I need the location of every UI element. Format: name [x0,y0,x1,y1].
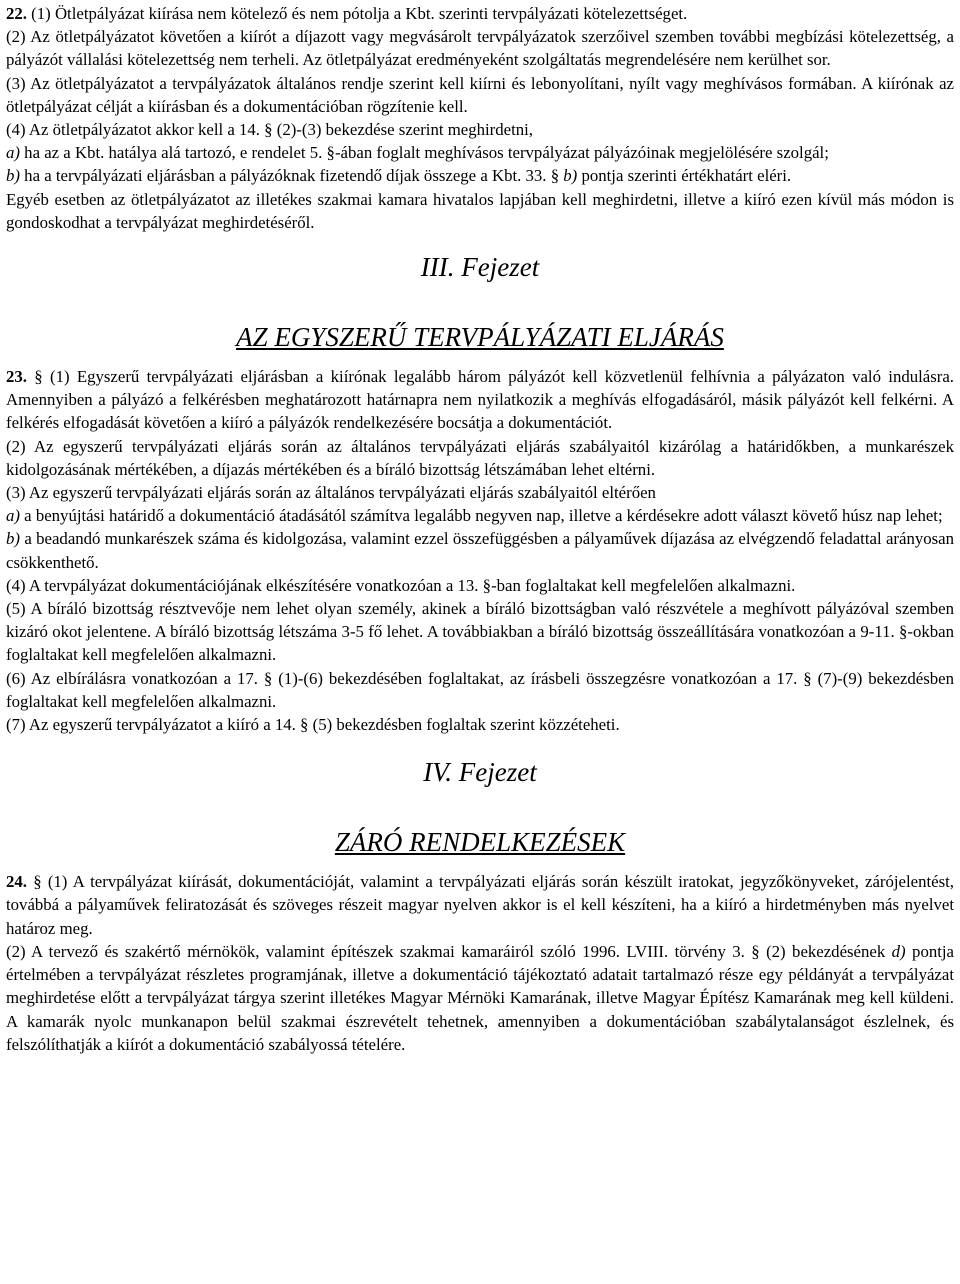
chapter-3-number: III. Fejezet [420,252,540,283]
paragraph-23-3a: a) a benyújtási határidő a dokumentáció átadásától számítva legalább negyven nap, illetve a kérdésekre adott választ követő húsz nap lehet; [6,506,943,526]
paragraph-23-2: (2) Az egyszerű tervpályázati eljárás során az általános tervpályázati eljárás szabályaitól kizárólag a határidőkben, a munkarészek kidolgozásának mértékében, a díjazás mértékében és a bíráló bizottság létszámában lehet eltérni. [6,436,954,479]
paragraph-23-3: (3) Az egyszerű tervpályázati eljárás során az általános tervpályázati eljárás szabályaitól eltérően [6,483,656,503]
paragraph-22-1: 22. (1) Ötletpályázat kiírása nem kötelező és nem pótolja a Kbt. szerinti tervpályázati kötelezettséget. [6,4,688,23]
paragraph-23-4: (4) A tervpályázat dokumentációjának elkészítésére vonatkozóan a 13. §-ban foglaltakat kell megfelelően alkalmazni. [6,575,796,595]
paragraph-22-4: (4) Az ötletpályázatot akkor kell a 14. § (2)-(3) bekezdése szerint meghirdetni, [6,120,534,140]
section-number: 22. [6,4,27,23]
paragraph-22-4a: a) ha az a Kbt. hatálya alá tartozó, e rendelet 5. §-ában foglalt meghívásos tervpályázat pályázóinak megjelölésére szolgál; [6,143,829,163]
paragraph-23-3b: b) a beadandó munkarészek száma és kidolgozása, valamint ezzel összefüggésben a pályaművek díjazása az elvégzendő feladattal arányosan csökkenthető. [6,529,954,572]
paragraph-23-7: (7) Az egyszerű tervpályázatot a kiíró a 14. § (5) bekezdésben foglaltak szerint közzéteheti. [6,715,620,735]
paragraph-24-1: 24. § (1) A tervpályázat kiírását, dokumentációját, valamint a tervpályázati eljárás során készült iratokat, jegyzőkönyveket, zárójelentést, továbbá a pályaművek feliratozását és szöveges részeit magyar nyelven akkor is el kell készíteni, ha a kiíró a hirdetményben más nyelvet határoz meg. [6,872,954,938]
paragraph-22-other: Egyéb esetben az ötletpályázatot az illetékes szakmai kamara hivatalos lapjában kell meghirdetni, illetve a kiíró ezen kívül más módon is gondoskodhat a tervpályázat meghirdetéséről. [6,189,954,232]
section-number: 23. [6,367,27,387]
chapter-3-title: AZ EGYSZERŰ TERVPÁLYÁZATI ELJÁRÁS [236,322,724,353]
paragraph-24-2: (2) A tervező és szakértő mérnökök, valamint építészek szakmai kamaráiról szóló 1996. LVIII. törvény 3. § (2) bekezdésének d) pontja értelmében a tervpályázat részletes programjának, illetve a dokumentáció tájékoztató adatait tartalmazó része egy példányát a tervpályázat meghirdetése előtt a tervpályázat tárgya szerint illetékes Magyar Mérnöki Kamarának, illetve Magyar Építész Kamarának meg kell küldeni. A kamarák nyolc munkanapon belül szakmai észrevételt tehetnek, amennyiben a dokumentációban szabálytalanságot észlelnek, és felszólíthatják a kiírót a dokumentáció szabályossá tételére. [6,941,955,1054]
paragraph-23-5: (5) A bíráló bizottság résztvevője nem lehet olyan személy, akinek a bíráló bizottságban való részvétele a meghívott pályázóval szemben kizáró okot jelentene. A bíráló bizottság létszáma 3-5 fő lehet. A továbbiakban a bíráló bizottság összeállítására vonatkozóan a 9-11. §-okban foglaltakat kell megfelelően alkalmazni. [6,599,954,665]
paragraph-22-4b: b) ha a tervpályázati eljárásban a pályázóknak fizetendő díjak összege a Kbt. 33. § b) pontja szerinti értékhatárt eléri. [6,166,792,186]
paragraph-22-3: (3) Az ötletpályázatot a tervpályázatok általános rendje szerint kell kiírni és lebonyolítani, nyílt vagy meghívásos formában. A kiírónak az ötletpályázat célját a kiírásban és a dokumentációban rögzítenie kell. [6,73,954,116]
section-number: 24. [6,872,27,892]
paragraph-23-6: (6) Az elbírálásra vonatkozóan a 17. § (1)-(6) bekezdésében foglaltakat, az írásbeli összegzésre vonatkozóan a 17. § (7)-(9) bekezdésben foglaltakat kell megfelelően alkalmazni. [6,668,954,711]
paragraph-22-2: (2) Az ötletpályázatot követően a kiírót a díjazott vagy megvásárolt tervpályázatok szerzőivel szemben további megbízási kötelezettség, a pályázót vállalási kötelezettség nem terheli. Az ötletpályázat eredményeként szolgáltatás megrendelésére nem kerülhet sor. [6,27,954,70]
chapter-4-title: ZÁRÓ RENDELKEZÉSEK [334,827,626,858]
paragraph-23-1: 23. § (1) Egyszerű tervpályázati eljárásban a kiírónak legalább három pályázót kell közvetlenül felhívnia a pályázaton való indulásra. Amennyiben a pályázó a felkérésben meghatározott határnapra nem nyilatkozik a meghívás elfogadásáról, másik pályázót kell felkérni. A felkérés elfogadását követően a kiíró a pályázók rendelkezésére bocsátja a dokumentációt. [6,367,954,433]
chapter-4-number: IV. Fejezet [423,757,537,788]
